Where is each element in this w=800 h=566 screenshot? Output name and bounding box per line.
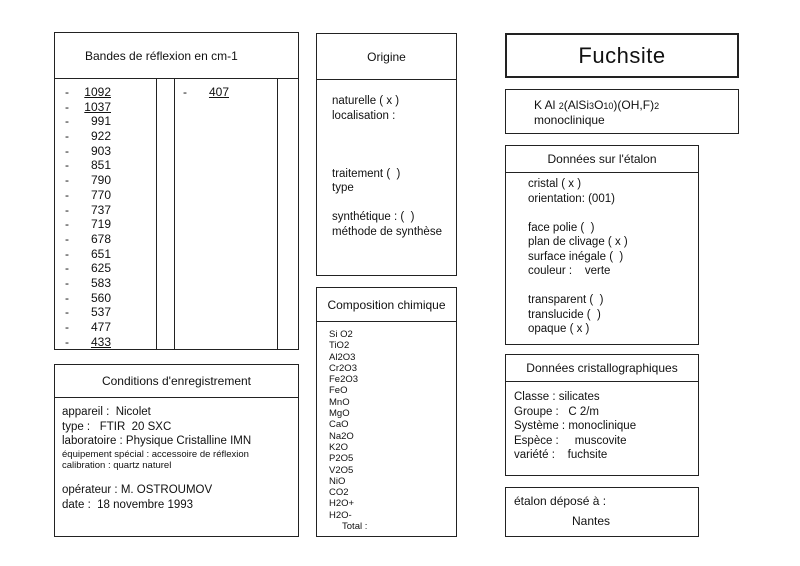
conditions-title: Conditions d'enregistrement: [101, 374, 252, 388]
band-row: [65, 144, 111, 159]
band-dash: -: [65, 305, 69, 320]
depot-panel: [505, 487, 699, 537]
band-value: 678: [90, 231, 111, 246]
field-line: [332, 123, 442, 138]
cristallo-title: Données cristallographiques: [526, 361, 678, 375]
band-value: 719: [90, 217, 111, 232]
band-dash: -: [65, 99, 69, 114]
band-dash: -: [65, 275, 69, 290]
formula-box: [505, 89, 739, 134]
field-line: équipement spécial : accessoire de réflexion: [62, 448, 249, 460]
band-dash: -: [65, 129, 69, 144]
field-line: translucide ( ): [528, 308, 601, 321]
conditions-panel: [54, 364, 299, 537]
field-line: H2O+: [329, 498, 355, 510]
field-line: Al2O3: [329, 351, 356, 363]
composition-header: [317, 288, 456, 322]
field-line: cristal ( x ): [528, 178, 582, 190]
band-row: [65, 129, 111, 144]
field-line: orientation: (001): [528, 192, 615, 205]
field-line: [528, 279, 628, 294]
band-row: [65, 247, 111, 262]
field-line: date : 18 novembre 1993: [62, 498, 194, 511]
band-row: [65, 232, 111, 247]
chemical-formula: K Al 2(AlSi3O10)(OH,F)2: [534, 98, 660, 112]
composition-title: Composition chimique: [327, 297, 446, 312]
band-dash: -: [65, 246, 69, 261]
mineral-name: Fuchsite: [578, 42, 666, 68]
band-row: [65, 158, 111, 173]
depot-place: Nantes: [572, 514, 611, 528]
conditions-fields: [62, 405, 251, 512]
field-line: NiO: [329, 475, 346, 487]
field-line: Système : monoclinique: [514, 420, 637, 432]
field-line: V2O5: [329, 464, 354, 476]
etalon-panel: [505, 145, 699, 345]
field-line: transparent ( ): [528, 294, 604, 306]
composition-panel: [316, 287, 457, 537]
cristallo-panel: [505, 354, 699, 476]
band-dash: -: [65, 202, 69, 217]
field-line: [332, 152, 442, 167]
field-line: localisation :: [332, 109, 396, 122]
band-value: 737: [90, 202, 111, 217]
depot-label: étalon déposé à :: [514, 494, 607, 508]
origine-fields: [332, 94, 442, 239]
field-line: MgO: [329, 408, 350, 420]
field-line: laboratoire : Physique Cristalline IMN: [62, 435, 252, 447]
field-line: opérateur : M. OSTROUMOV: [62, 484, 213, 497]
band-dash: -: [65, 173, 69, 188]
band-value: 790: [90, 173, 111, 188]
field-line: K2O: [329, 441, 349, 453]
column-divider: [156, 79, 157, 349]
band-dash: -: [65, 290, 69, 305]
field-line: FeO: [329, 385, 348, 397]
field-line: Classe : silicates: [514, 391, 600, 403]
field-line: Total :: [329, 521, 368, 533]
band-dash: -: [65, 85, 69, 99]
field-line: couleur : verte: [528, 265, 611, 277]
band-value: 407: [208, 85, 229, 99]
field-line: surface inégale ( ): [528, 250, 624, 263]
band-row: [65, 100, 111, 115]
cristallo-header: [506, 355, 698, 382]
origine-header: [317, 34, 456, 80]
bandes-panel: [54, 32, 299, 350]
bandes-column-1: [65, 85, 111, 349]
etalon-title: Données sur l'étalon: [547, 152, 657, 166]
composition-oxides: [329, 329, 367, 532]
etalon-header: [506, 146, 698, 173]
cristallo-fields: [514, 390, 636, 463]
band-value: 651: [90, 246, 111, 261]
band-value: 991: [90, 114, 111, 129]
band-row: [65, 114, 111, 129]
origine-panel: [316, 33, 457, 276]
field-line: CaO: [329, 419, 349, 431]
band-value: 583: [90, 275, 111, 290]
bandes-title: Bandes de réflexion en cm-1: [85, 48, 238, 63]
field-line: [332, 196, 442, 211]
field-line: Groupe : C 2/m: [514, 405, 600, 418]
field-line: naturelle ( x ): [332, 95, 400, 107]
band-value: 560: [90, 290, 111, 305]
band-row: [65, 335, 111, 350]
field-line: synthétique : ( ): [332, 211, 415, 223]
band-row: [65, 305, 111, 320]
band-dash: -: [65, 320, 69, 334]
band-row: [65, 173, 111, 188]
mineral-name-box: [505, 33, 739, 78]
band-value: 477: [90, 320, 111, 334]
field-line: méthode de synthèse: [332, 225, 442, 238]
band-row: [65, 203, 111, 218]
band-value: 770: [90, 187, 111, 202]
crystal-system: monoclinique: [534, 113, 605, 127]
field-line: Fe2O3: [329, 374, 359, 386]
field-line: P2O5: [329, 453, 354, 465]
band-row: [65, 188, 111, 203]
field-line: Cr2O3: [329, 362, 357, 374]
band-value: 1037: [84, 99, 111, 114]
column-divider: [174, 79, 175, 349]
field-line: type : FTIR 20 SXC: [62, 420, 172, 433]
band-row: [183, 85, 229, 100]
field-line: calibration : quartz naturel: [62, 459, 172, 471]
band-row: [65, 85, 111, 100]
field-line: [332, 138, 442, 153]
band-dash: -: [65, 217, 69, 232]
band-value: 537: [90, 305, 111, 320]
band-row: [65, 291, 111, 306]
band-row: [65, 261, 111, 276]
band-value: 1092: [84, 85, 111, 99]
band-dash: -: [65, 231, 69, 246]
band-dash: -: [65, 334, 69, 349]
band-value: 903: [90, 143, 111, 158]
band-value: 433: [90, 334, 111, 349]
field-line: face polie ( ): [528, 221, 595, 234]
band-row: [65, 276, 111, 291]
field-line: [528, 206, 628, 221]
field-line: Si O2: [329, 329, 353, 340]
bandes-header: [55, 33, 298, 79]
band-dash: -: [65, 114, 69, 129]
field-line: Na2O: [329, 430, 354, 442]
band-dash: -: [65, 158, 69, 173]
field-line: type: [332, 182, 354, 194]
etalon-fields: [528, 177, 628, 337]
band-row: [65, 320, 111, 335]
field-line: TiO2: [329, 340, 350, 352]
band-dash: -: [65, 187, 69, 202]
field-line: H2O-: [329, 509, 352, 521]
band-dash: -: [65, 261, 69, 276]
band-value: 922: [90, 129, 111, 144]
field-line: CO2: [329, 487, 349, 499]
band-dash: -: [183, 85, 187, 99]
field-line: Espèce : muscovite: [514, 434, 627, 447]
field-line: plan de clivage ( x ): [528, 236, 628, 248]
band-row: [65, 217, 111, 232]
column-divider: [277, 79, 278, 349]
origine-title: Origine: [367, 49, 406, 64]
band-dash: -: [65, 143, 69, 158]
band-value: 851: [90, 158, 111, 173]
bandes-column-2: [183, 85, 229, 100]
conditions-header: [55, 365, 298, 398]
field-line: appareil : Nicolet: [62, 406, 151, 418]
field-line: opaque ( x ): [528, 323, 590, 335]
field-line: variété : fuchsite: [514, 449, 608, 461]
band-value: 625: [90, 261, 111, 276]
field-line: MnO: [329, 396, 350, 408]
field-line: traitement ( ): [332, 167, 401, 180]
